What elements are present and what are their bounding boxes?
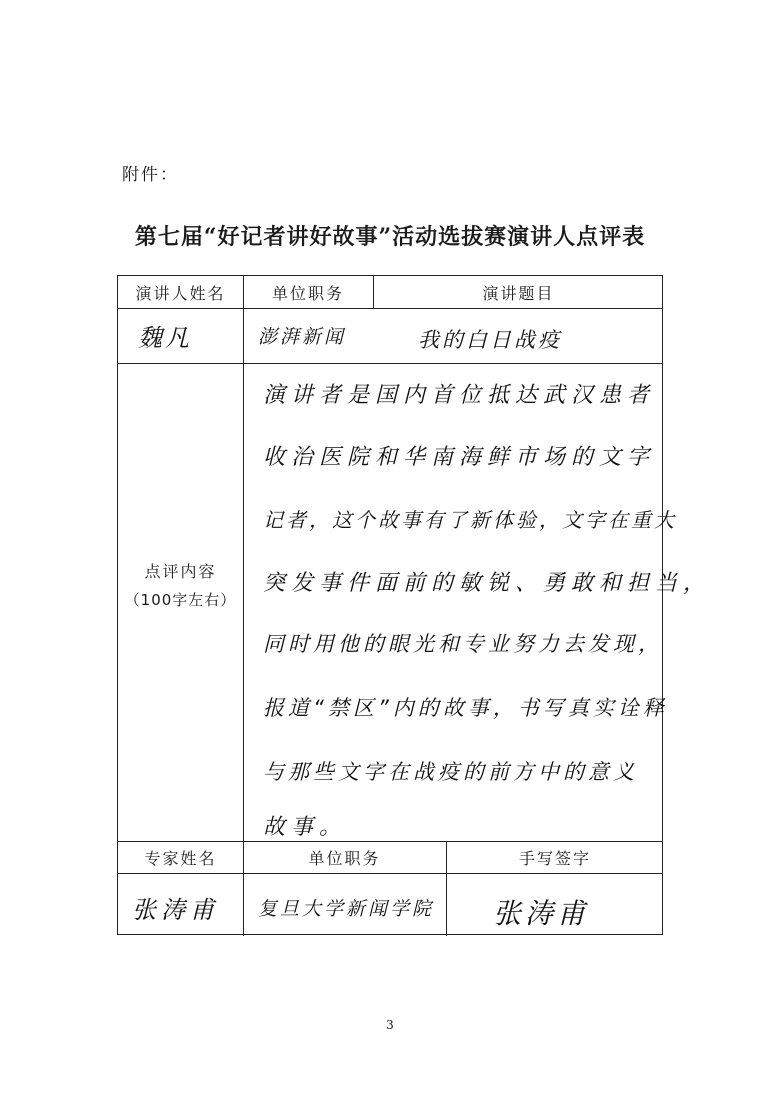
expert-name-value: 张涛甫: [132, 896, 219, 924]
comment-line: 故事。: [263, 815, 348, 840]
speaker-unit-value: 澎湃新闻: [258, 326, 347, 348]
comment-label: 点评内容: [144, 561, 217, 581]
comment-line: 收治医院和华南海鲜市场的文字: [263, 445, 656, 470]
comment-line: 同时用他的眼光和专业努力去发现，: [263, 632, 663, 656]
column-divider: [243, 276, 244, 936]
comment-line: 记者，这个故事有了新体验，文字在重大: [263, 508, 677, 532]
form-title: 第七届“好记者讲好故事”活动选拔赛演讲人点评表: [134, 224, 646, 250]
speaker-name-value: 魏凡: [138, 324, 192, 352]
expert-unit-value: 复旦大学新闻学院: [258, 898, 435, 920]
comment-line: 突发事件面前的敏锐、勇敢和担当，: [263, 571, 712, 596]
comment-line: 演讲者是国内首位抵达武汉患者: [263, 383, 656, 408]
header-signature: 手写签字: [518, 848, 591, 868]
header-expert-name: 专家姓名: [144, 848, 217, 868]
row-divider: [118, 363, 662, 364]
speech-topic-value: 我的白日战疫: [418, 328, 562, 352]
header-expert-unit: 单位职务: [308, 848, 381, 868]
comment-line: 报道“禁区”内的故事，书写真实诠释: [263, 696, 668, 720]
row-divider: [118, 873, 662, 874]
header-speaker-name: 演讲人姓名: [135, 283, 226, 303]
handwritten-signature: 张涛甫: [493, 897, 590, 930]
page-number: 3: [386, 1018, 394, 1032]
evaluation-form-table: [117, 275, 712, 935]
comment-sublabel: （100字左右）: [124, 590, 237, 609]
attachment-label: 附件：: [122, 165, 179, 185]
comment-line: 与那些文字在战疫的前方中的意义: [263, 760, 638, 784]
header-unit-position: 单位职务: [271, 283, 344, 303]
header-speech-topic: 演讲题目: [482, 283, 555, 303]
row-divider: [118, 308, 662, 309]
